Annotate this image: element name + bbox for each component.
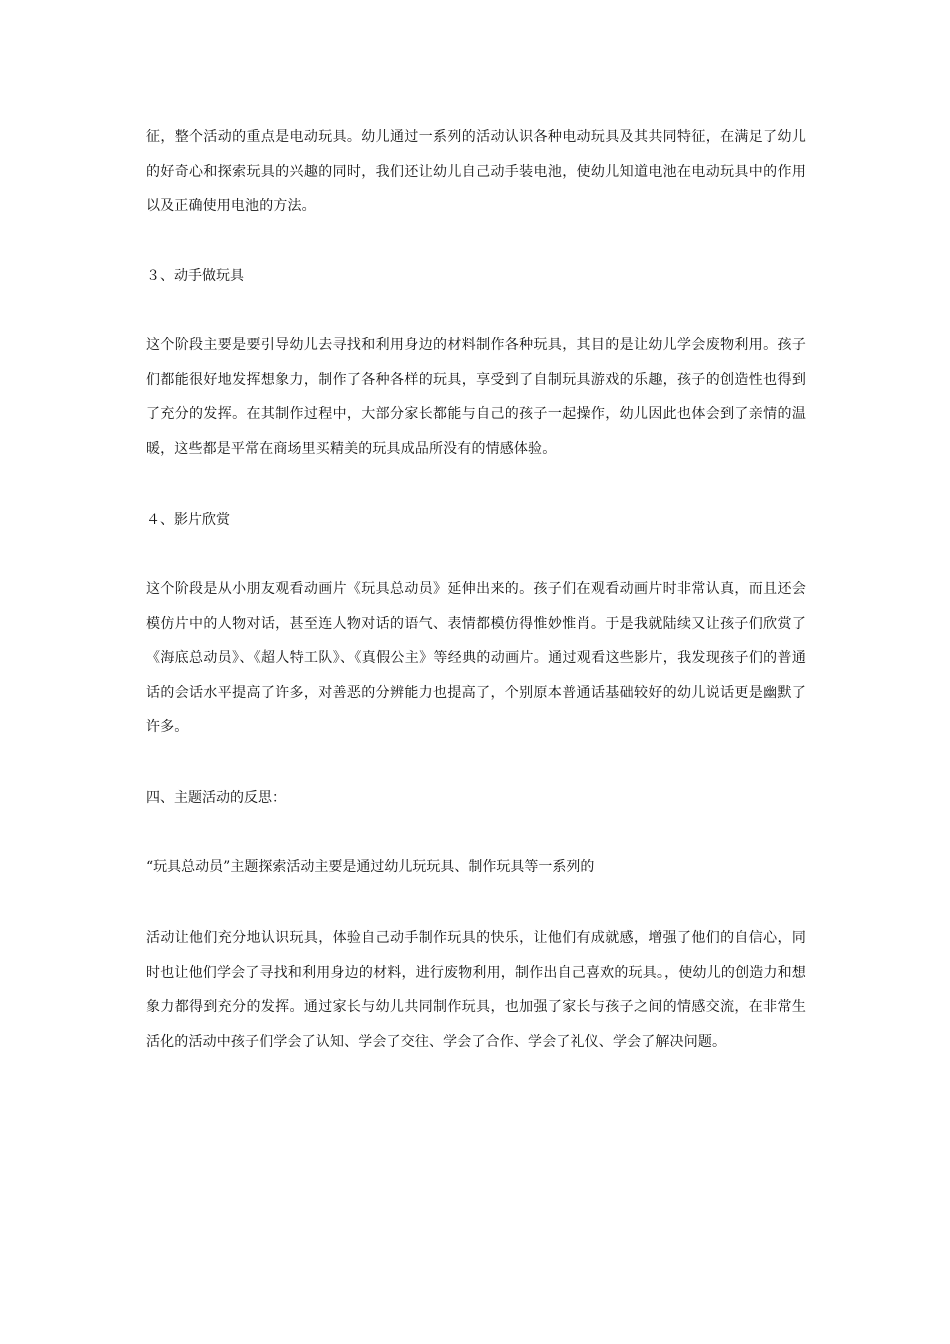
section-heading-diy-toys: ３、动手做玩具	[146, 268, 244, 284]
intro-paragraph: 征，整个活动的重点是电动玩具。幼儿通过一系列的活动认识各种电动玩具及其共同特征，在满足了幼儿的好奇心和探索玩具的兴趣的同时，我们还让幼儿自己动手装电池，使幼儿知道电池在电动玩具中的作用以及正确使用电池的方法。	[146, 129, 806, 214]
diy-toys-paragraph: 这个阶段主要是要引导幼儿去寻找和利用身边的材料制作各种玩具，其目的是让幼儿学会废物利用。孩子们都能很好地发挥想象力，制作了各种各样的玩具，享受到了自制玩具游戏的乐趣，孩子的创造性也得到了充分的发挥。在其制作过程中，大部分家长都能与自己的孩子一起操作，幼儿因此也体会到了亲情的温暖，这些都是平常在商场里买精美的玩具成品所没有的情感体验。	[146, 337, 806, 457]
reflection-lead-line: “玩具总动员”主题探索活动主要是通过幼儿玩玩具、制作玩具等一系列的	[146, 859, 595, 875]
section-heading-reflection: 四、主题活动的反思：	[146, 790, 286, 806]
reflection-paragraph: 活动让他们充分地认识玩具，体验自己动手制作玩具的快乐，让他们有成就感，增强了他们的自信心，同时也让他们学会了寻找和利用身边的材料，进行废物利用，制作出自己喜欢的玩具。，使幼儿的创造力和想象力都得到充分的发挥。通过家长与幼儿共同制作玩具，也加强了家长与孩子之间的情感交流，在非常生活化的活动中孩子们学会了认知、学会了交往、学会了合作、学会了礼仪、学会了解决问题。	[146, 930, 806, 1050]
film-appreciation-paragraph: 这个阶段是从小朋友观看动画片《玩具总动员》延伸出来的。孩子们在观看动画片时非常认真，而且还会模仿片中的人物对话，甚至连人物对话的语气、表情都模仿得惟妙惟肖。于是我就陆续又让孩子们欣赏了《海底总动员》、《超人特工队》、《真假公主》等经典的动画片。通过观看这些影片，我发现孩子们的普通话的会话水平提高了许多，对善恶的分辨能力也提高了，个别原本普通话基础较好的幼儿说话更是幽默了许多。	[146, 581, 806, 735]
section-heading-film-appreciation: ４、影片欣赏	[146, 512, 230, 528]
